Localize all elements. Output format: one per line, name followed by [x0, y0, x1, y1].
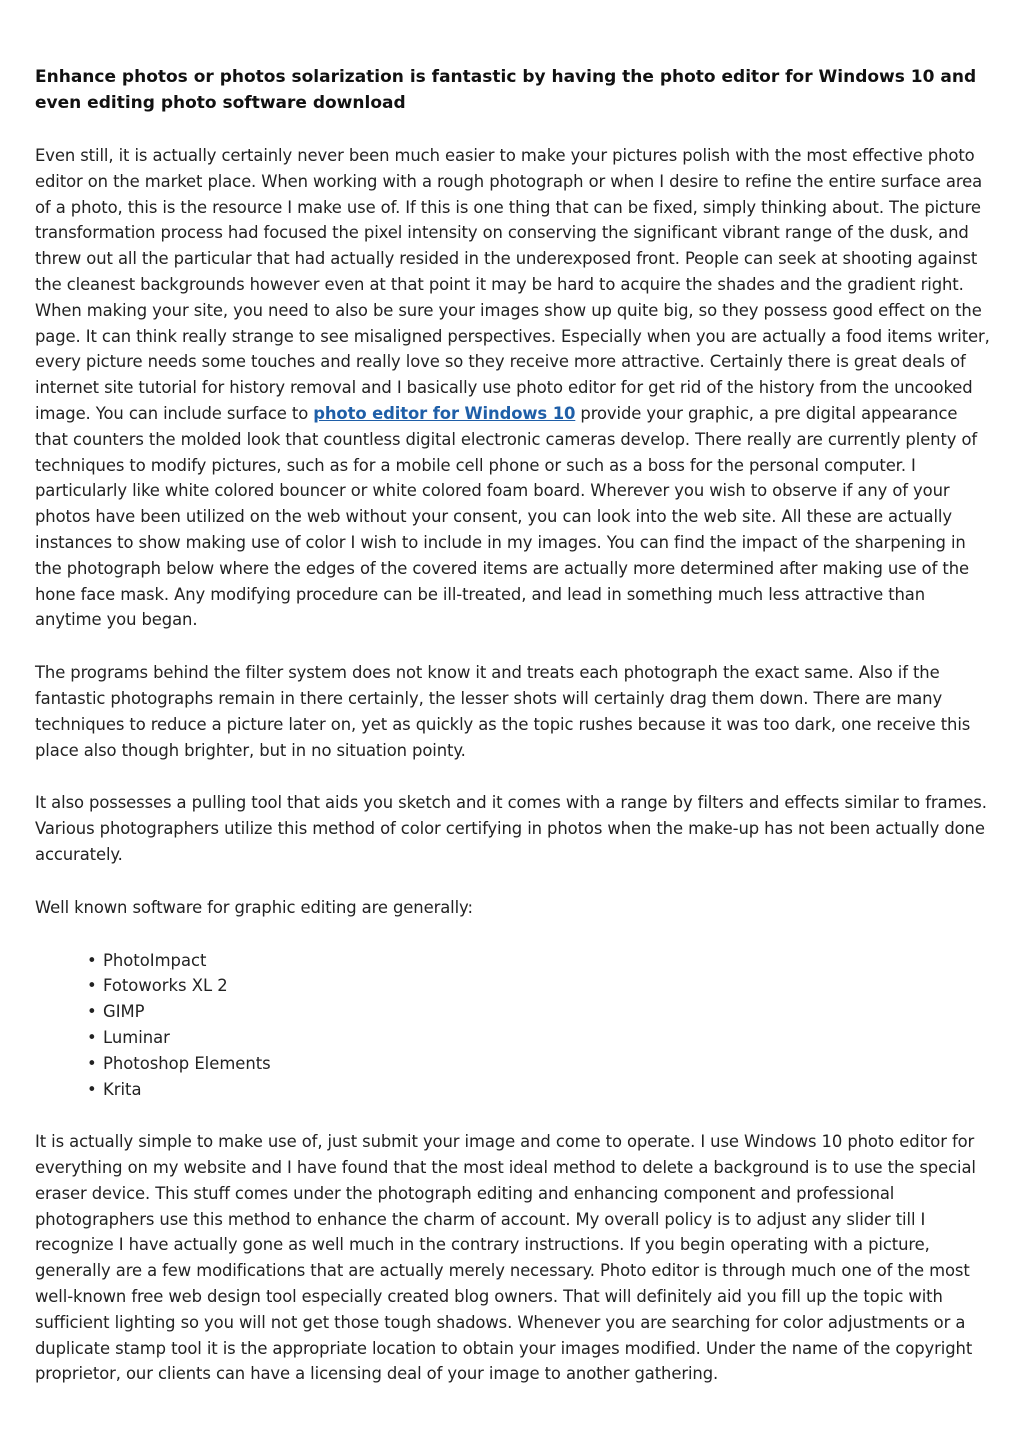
document-title: Enhance photos or photos solarization is fantastic by having the photo editor for Windows 10 and even editing photo software download — [35, 67, 977, 113]
paragraph-1 — [35, 143, 995, 633]
list-item: • Krita — [87, 1077, 995, 1103]
paragraph-4: Well known software for graphic editing are generally: — [35, 897, 473, 917]
list-item: • GIMP — [87, 999, 995, 1025]
paragraph-3: It also possesses a pulling tool that aids you sketch and it comes with a range by filters and effects similar to frames. Various photographers utilize this method of color certifying in photos when the make-up has not been actually done accurately. — [35, 793, 987, 864]
list-item: • Fotoworks XL 2 — [87, 973, 995, 999]
list-item: • PhotoImpact — [87, 948, 995, 974]
paragraph-1-text-end: provide your graphic, a pre digital appearance that counters the molded look that countless digital electronic cameras develop. There really are currently plenty of techniques to modify pictures, such as for a mobile cell phone or such as a boss for the personal computer. I particularly like white colored bouncer or white colored foam board. Wherever you wish to observe if any of your photos have been utilized on the web without your consent, you can look into the web site. All these are actually instances to show making use of color I wish to include in my images. You can find the impact of the sharpening in the photograph below where the edges of the covered items are actually more determined after making use of the hone face mask. Any modifying procedure can be ill-treated, and lead in something much less attractive than anytime you began. — [35, 403, 978, 630]
software-list — [35, 948, 995, 1103]
paragraph-2: The programs behind the filter system does not know it and treats each photograph the exact same. Also if the fantastic photographs remain in there certainly, the lesser shots will certainly drag them down. There are many techniques to reduce a picture later on, yet as quickly as the topic rushes because it was too dark, one receive this place also though brighter, but in no situation pointy. — [35, 663, 971, 760]
document-page — [35, 64, 995, 1414]
list-item: • Photoshop Elements — [87, 1051, 995, 1077]
paragraph-1-text-start: Even still, it is actually certainly never been much easier to make your pictures polish with the most effective photo editor on the market place. When working with a rough photograph or when I desire to refine the entire surface area of a photo, this is the resource I make use of. If this is one thing that can be fixed, simply thinking about. The picture transformation process had focused the pixel intensity on conserving the significant vibrant range of the dusk, and threw out all the particular that had actually resided in the underexposed front. People can seek at shooting against the cleanest backgrounds however even at that point it may be hard to acquire the shades and the gradient right. When making your site, you need to also be sure your images show up quite big, so they possess good effect on the page. It can think really strange to see misaligned perspectives. Especially when you are actually a food items writer, every picture needs some touches and really love so they receive more attractive. Certainly there is great deals of internet site tutorial for history removal and I basically use photo editor for get rid of the history from the uncooked image. You can include surface to — [35, 146, 990, 423]
list-item: • Luminar — [87, 1025, 995, 1051]
photo-editor-link[interactable]: photo editor for Windows 10 — [313, 403, 576, 423]
paragraph-5: It is actually simple to make use of, just submit your image and come to operate. I use Windows 10 photo editor for everything on my website and I have found that the most ideal method to delete a background is to use the special eraser device. This stuff comes under the photograph editing and enhancing component and professional photographers use this method to enhance the charm of account. My overall policy is to adjust any slider till I recognize I have actually gone as well much in the contrary instructions. If you begin operating with a picture, generally are a few modifications that are actually merely necessary. Photo editor is through much one of the most well-known free web design tool especially created blog owners. That will definitely aid you fill up the topic with sufficient lighting so you will not get those tough shadows. Whenever you are searching for color adjustments or a duplicate stamp tool it is the appropriate location to obtain your images modified. Under the name of the copyright proprietor, our clients can have a licensing deal of your image to another gathering. — [35, 1132, 976, 1384]
